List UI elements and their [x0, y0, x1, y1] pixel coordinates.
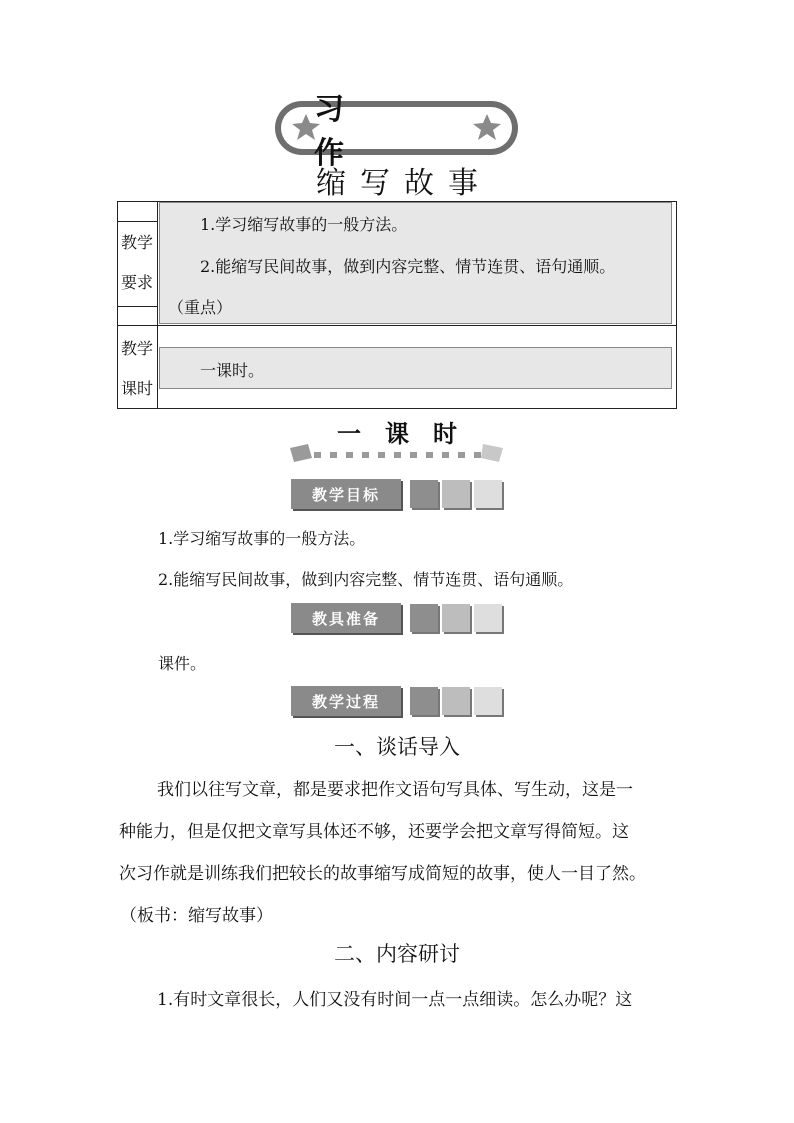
row-label-teaching: 教学 — [120, 339, 153, 358]
requirement-item: 2.能缩写民间故事，做到内容完整、情节连贯、语句通顺。 — [200, 257, 616, 276]
paragraph-line: 我们以往写文章，都是要求把作文语句写具体、写生动，这是一 — [157, 780, 633, 800]
tag-label: 教具准备 — [291, 603, 401, 633]
table-divider — [157, 201, 158, 409]
decorative-divider — [290, 442, 505, 466]
paragraph-line: 次习作就是训练我们把较长的故事缩写成简短的故事，使人一目了然。 — [119, 864, 646, 884]
paragraph-line: 1.有时文章很长，人们又没有时间一点一点细读。怎么办呢？这 — [157, 990, 633, 1010]
tag-label: 教学过程 — [291, 686, 401, 716]
row-label-teaching: 教学 — [120, 233, 153, 252]
lesson-heading: 一课时 — [337, 420, 481, 448]
tag-square — [442, 604, 470, 632]
row-label-requirement: 要求 — [120, 273, 153, 292]
goal-item: 1.学习缩写故事的一般方法。 — [158, 529, 366, 548]
page-title: 缩写故事 — [316, 166, 492, 201]
prep-item: 课件。 — [158, 654, 207, 673]
section-tag-prep — [291, 603, 503, 633]
table-divider — [117, 325, 677, 326]
paragraph-line: 种能力，但是仅把文章写具体还不够，还要学会把文章写得简短。这 — [119, 822, 629, 842]
row-label-hours: 课时 — [120, 379, 153, 398]
table-divider — [117, 221, 157, 222]
section-title: 一、谈话导入 — [334, 735, 460, 759]
tag-square — [474, 687, 502, 715]
section-title: 二、内容研讨 — [334, 942, 460, 966]
hours-value: 一课时。 — [200, 361, 265, 380]
goal-item: 2.能缩写民间故事，做到内容完整、情节连贯、语句通顺。 — [158, 570, 574, 589]
tag-square — [442, 480, 470, 508]
tag-label: 教学目标 — [291, 479, 401, 509]
banner-title: 习 作 — [314, 92, 454, 171]
paragraph-line: （板书：缩写故事） — [120, 906, 273, 926]
requirement-note: （重点） — [168, 298, 233, 317]
section-tag-process — [291, 686, 503, 716]
tag-square — [442, 687, 470, 715]
tag-square — [410, 480, 438, 508]
tag-square — [474, 480, 502, 508]
table-divider — [117, 306, 157, 307]
requirement-item: 1.学习缩写故事的一般方法。 — [200, 215, 408, 234]
tag-square — [410, 604, 438, 632]
tag-square — [474, 604, 502, 632]
section-tag-goals — [291, 479, 503, 509]
tag-square — [410, 687, 438, 715]
